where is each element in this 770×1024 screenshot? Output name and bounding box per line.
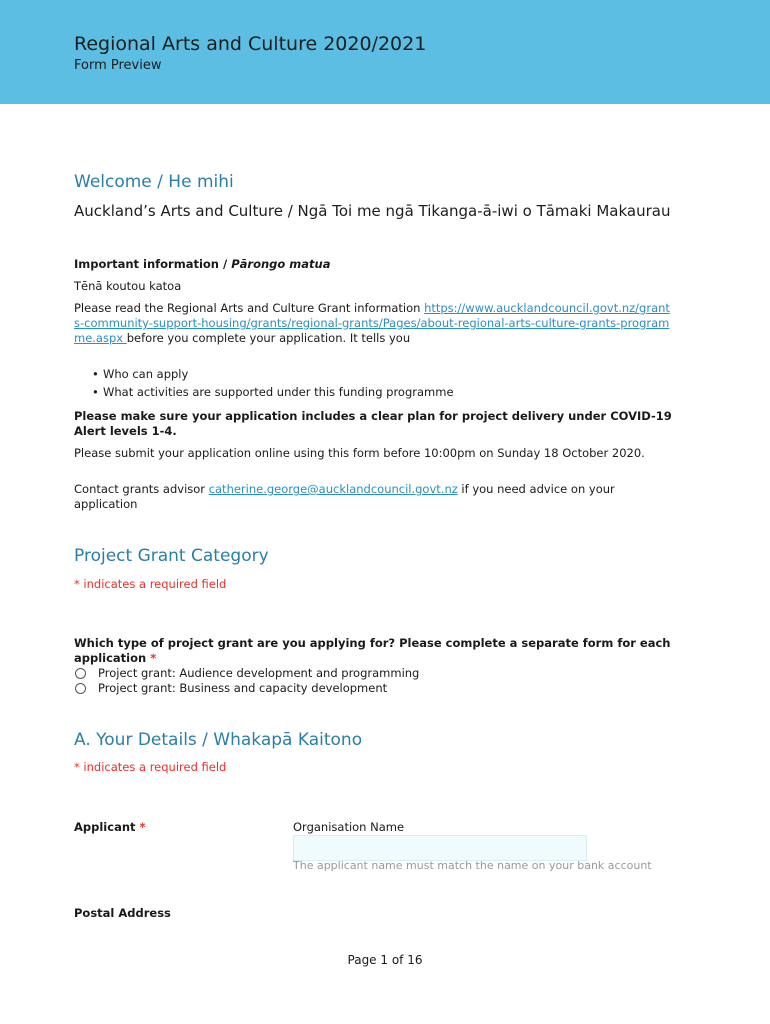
category-required-note: * indicates a required field [74, 577, 227, 591]
required-asterisk: * [150, 651, 157, 665]
radio-option-audience[interactable] [74, 666, 419, 681]
org-name-input[interactable] [293, 835, 587, 861]
page-number: Page 1 of 16 [347, 953, 423, 967]
bullet-activities: • What activities are supported under this funding programme [74, 383, 674, 401]
required-asterisk: * [139, 820, 146, 834]
contact-prefix: Contact grants advisor [74, 482, 209, 496]
radio-button[interactable] [75, 668, 86, 679]
read-prefix: Please read the Regional Arts and Culture Grant information [74, 301, 425, 315]
form-subtitle: Form Preview [74, 58, 162, 73]
covid-notice: Please make sure your application includes a clear plan for project delivery under COVID-19 Alert levels 1-4. [74, 409, 672, 438]
org-name-hint: The applicant name must match the name on your bank account [293, 859, 652, 872]
org-name-label: Organisation Name [293, 820, 405, 834]
contact-paragraph [74, 482, 674, 512]
grant-type-question-text: Which type of project grant are you applying for? Please complete a separate form for each application [74, 636, 671, 665]
read-paragraph [74, 301, 674, 346]
contact-suffix: if you need advice on your application [74, 482, 615, 511]
important-info [74, 257, 330, 272]
radio-label: Project grant: Business and capacity development [98, 681, 388, 695]
category-heading: Project Grant Category [74, 546, 269, 566]
advisor-email-link[interactable]: catherine.george@aucklandcouncil.govt.nz [208, 482, 458, 496]
grant-type-question [74, 636, 684, 666]
details-heading: A. Your Details / Whakapā Kaitono [74, 730, 363, 750]
header-banner [0, 0, 770, 104]
bullet-who-can-apply: • Who can apply [74, 365, 674, 383]
applicant-label [74, 820, 146, 835]
important-label: Important information / [74, 257, 232, 271]
apply-bullets [74, 365, 674, 401]
form-title: Regional Arts and Culture 2020/2021 [74, 33, 427, 55]
postal-address-label: Postal Address [74, 906, 171, 920]
grant-info-link[interactable]: https://www.aucklandcouncil.govt.nz/grants-community-support-housing/grants/regional-grants/Pages/about-regional-arts-culture-grants-programme.aspx [74, 301, 670, 345]
radio-option-business[interactable] [74, 681, 419, 696]
greeting: Tēnā koutou katoa [74, 279, 182, 293]
grant-type-options [74, 666, 419, 696]
details-required-note: * indicates a required field [74, 760, 227, 774]
applicant-label-text: Applicant [74, 820, 140, 834]
radio-label: Project grant: Audience development and programming [98, 666, 420, 680]
submit-notice: Please submit your application online using this form before 10:00pm on Sunday 18 October 2020. [74, 446, 645, 460]
welcome-heading: Welcome / He mihi [74, 172, 234, 192]
welcome-subheading: Auckland’s Arts and Culture / Ngā Toi me ngā Tikanga-ā-iwi o Tāmaki Makaurau [74, 202, 671, 220]
read-suffix: before you complete your application. It tells you [126, 331, 411, 345]
important-maori: Pārongo matua [231, 257, 331, 271]
radio-button[interactable] [75, 683, 86, 694]
